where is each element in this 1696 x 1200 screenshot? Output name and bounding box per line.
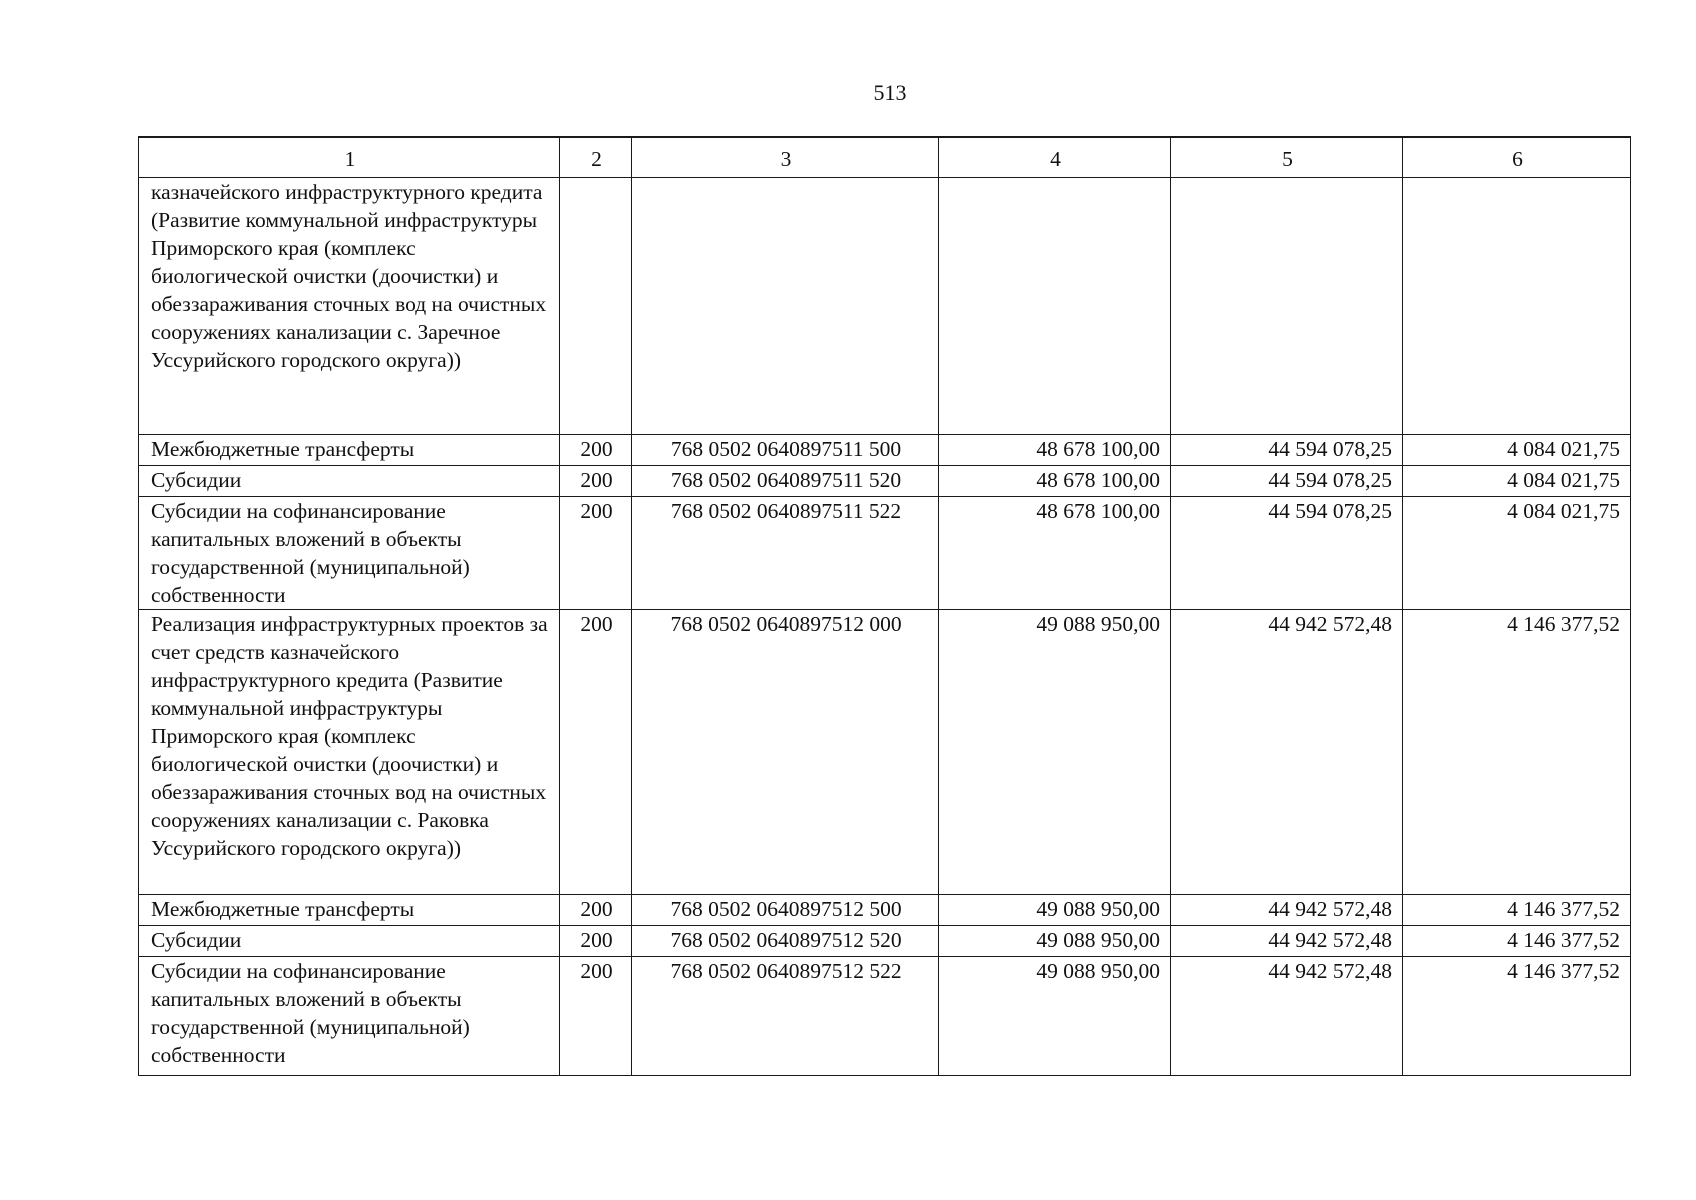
row-plan-cell: 49 088 950,00 <box>939 926 1171 957</box>
row-name-cell: Субсидии <box>139 466 560 497</box>
table-header-row <box>139 137 1631 178</box>
row-remainder-cell: 4 146 377,52 <box>1403 610 1631 895</box>
row-plan-cell: 48 678 100,00 <box>939 466 1171 497</box>
row-code-cell: 200 <box>560 497 632 610</box>
row-executed-cell: 44 942 572,48 <box>1171 895 1403 926</box>
row-name-cell: Реализация инфраструктурных проектов за счет средств казначейского инфраструктурного кредита (Развитие коммунальной инфраструктуры Приморского края (комплекс биологической очистки (доочистки) и обеззараживания сточных вод на очистных сооружениях канализации с. Раковка Уссурийского городского округа)) <box>139 610 560 895</box>
row-executed-cell: 44 942 572,48 <box>1171 926 1403 957</box>
row-remainder-cell: 4 084 021,75 <box>1403 435 1631 466</box>
row-remainder-cell: 4 146 377,52 <box>1403 895 1631 926</box>
row-executed-cell: 44 594 078,25 <box>1171 497 1403 610</box>
row-name-cell: Субсидии на софинансирование капитальных вложений в объекты государственной (муниципальной) собственности <box>139 497 560 610</box>
table-row <box>139 926 1631 957</box>
table-row <box>139 610 1631 895</box>
row-executed-cell: 44 594 078,25 <box>1171 435 1403 466</box>
row-plan-cell: 49 088 950,00 <box>939 895 1171 926</box>
row-remainder-cell: 4 146 377,52 <box>1403 957 1631 1076</box>
row-executed-cell <box>1171 178 1403 435</box>
row-remainder-cell: 4 084 021,75 <box>1403 497 1631 610</box>
row-name-cell: Субсидии на софинансирование капитальных вложений в объекты государственной (муниципальной) собственности <box>139 957 560 1076</box>
row-kbk-cell: 768 0502 0640897512 520 <box>632 926 939 957</box>
row-code-cell: 200 <box>560 610 632 895</box>
row-code-cell: 200 <box>560 926 632 957</box>
column-header-5: 5 <box>1171 137 1403 178</box>
table-row <box>139 435 1631 466</box>
table-row <box>139 497 1631 610</box>
row-plan-cell: 48 678 100,00 <box>939 435 1171 466</box>
row-code-cell: 200 <box>560 957 632 1076</box>
row-kbk-cell: 768 0502 0640897511 500 <box>632 435 939 466</box>
row-remainder-cell: 4 146 377,52 <box>1403 926 1631 957</box>
row-plan-cell: 49 088 950,00 <box>939 610 1171 895</box>
page-number: 513 <box>873 80 907 105</box>
table-row <box>139 895 1631 926</box>
row-remainder-cell <box>1403 178 1631 435</box>
column-header-6: 6 <box>1403 137 1631 178</box>
row-name-cell: Межбюджетные трансферты <box>139 895 560 926</box>
table-row <box>139 466 1631 497</box>
row-code-cell: 200 <box>560 435 632 466</box>
row-kbk-cell: 768 0502 0640897512 500 <box>632 895 939 926</box>
row-name-cell: Субсидии <box>139 926 560 957</box>
column-header-1: 1 <box>139 137 560 178</box>
row-executed-cell: 44 942 572,48 <box>1171 610 1403 895</box>
budget-table <box>138 136 1631 1076</box>
column-header-2: 2 <box>560 137 632 178</box>
row-kbk-cell: 768 0502 0640897511 522 <box>632 497 939 610</box>
column-header-4: 4 <box>939 137 1171 178</box>
row-code-cell <box>560 178 632 435</box>
row-executed-cell: 44 942 572,48 <box>1171 957 1403 1076</box>
row-executed-cell: 44 594 078,25 <box>1171 466 1403 497</box>
row-remainder-cell: 4 084 021,75 <box>1403 466 1631 497</box>
row-plan-cell <box>939 178 1171 435</box>
row-kbk-cell <box>632 178 939 435</box>
table-row <box>139 178 1631 435</box>
row-code-cell: 200 <box>560 466 632 497</box>
table-row <box>139 957 1631 1076</box>
row-code-cell: 200 <box>560 895 632 926</box>
row-kbk-cell: 768 0502 0640897511 520 <box>632 466 939 497</box>
row-plan-cell: 49 088 950,00 <box>939 957 1171 1076</box>
row-name-cell: Межбюджетные трансферты <box>139 435 560 466</box>
row-plan-cell: 48 678 100,00 <box>939 497 1171 610</box>
row-kbk-cell: 768 0502 0640897512 000 <box>632 610 939 895</box>
row-kbk-cell: 768 0502 0640897512 522 <box>632 957 939 1076</box>
column-header-3: 3 <box>632 137 939 178</box>
row-name-cell: казначейского инфраструктурного кредита (Развитие коммунальной инфраструктуры Приморского края (комплекс биологической очистки (доочистки) и обеззараживания сточных вод на очистных сооружениях канализации с. Заречное Уссурийского городского округа)) <box>139 178 560 435</box>
